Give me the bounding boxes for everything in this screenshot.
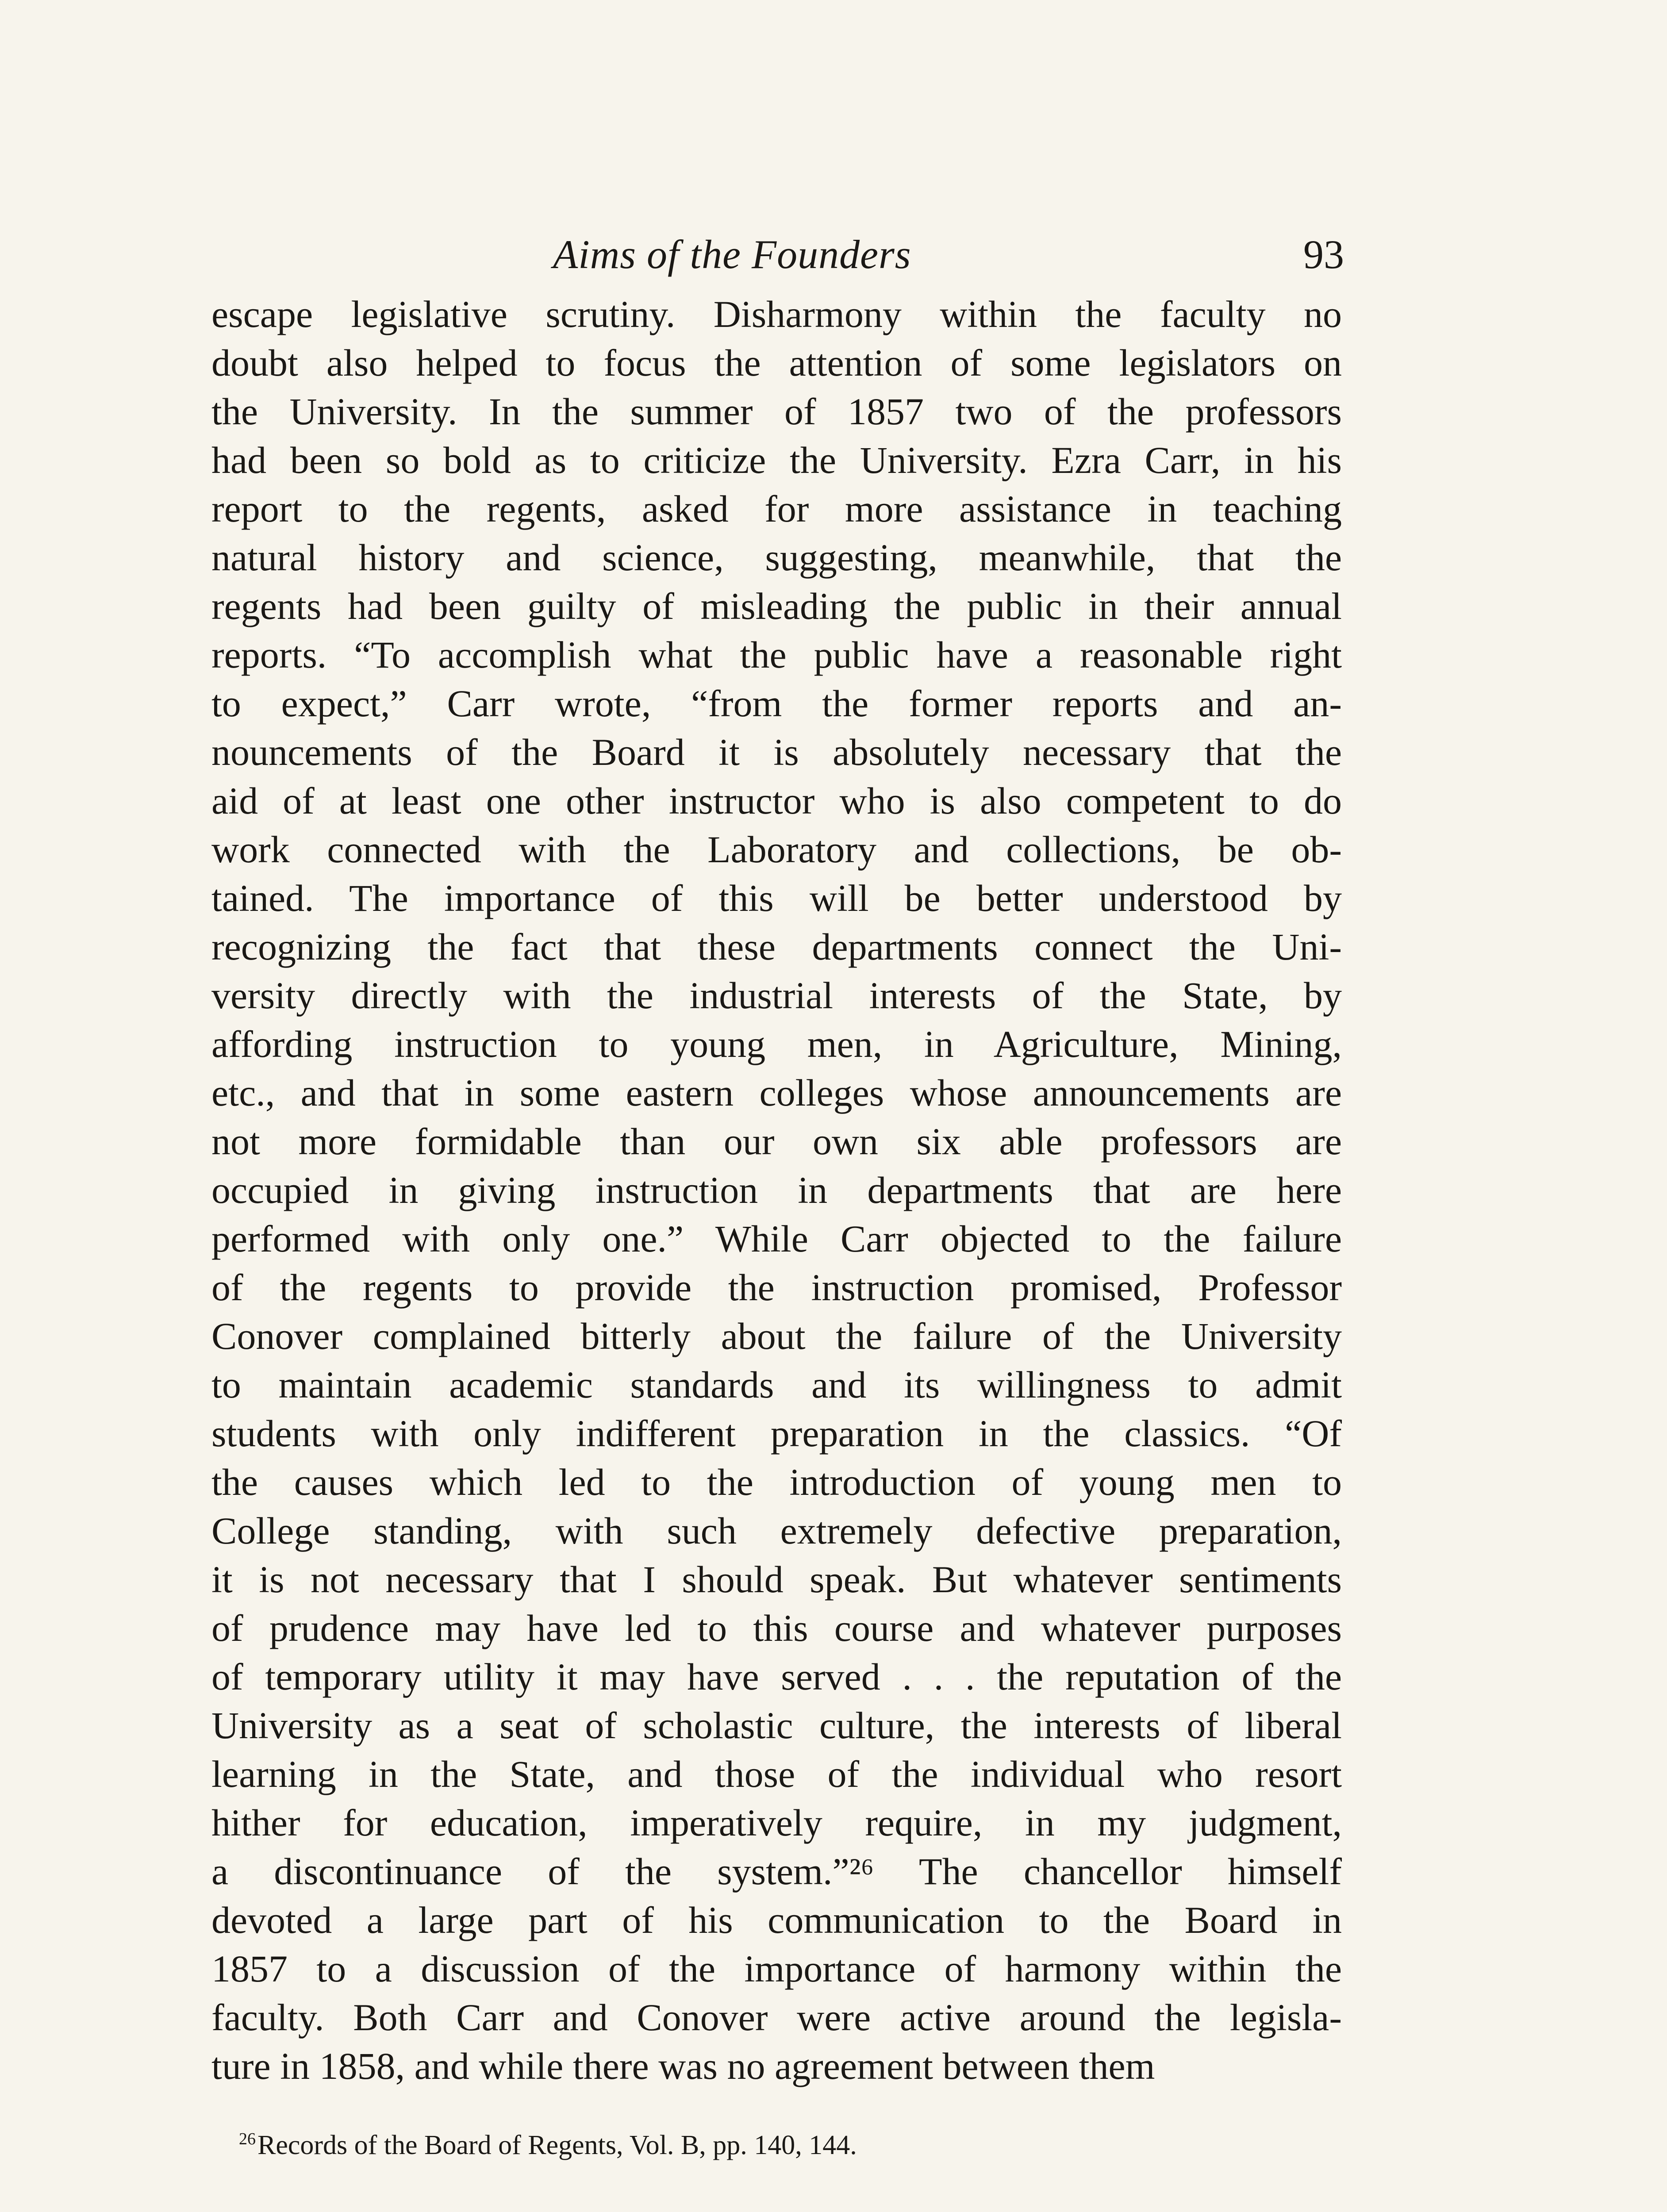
text-line: tained. The importance of this will be better understood by [211, 877, 1342, 919]
text-line: had been so bold as to criticize the University. Ezra Carr, in his [211, 439, 1342, 481]
body-text [211, 290, 1342, 2090]
page-header [211, 223, 1344, 285]
footnote-text: Records of the Board of Regents, Vol. B, pp. 140, 144. [257, 2130, 857, 2160]
text-line: etc., and that in some eastern colleges whose announcements are [211, 1071, 1342, 1114]
footnote [239, 2119, 857, 2165]
text-line: report to the regents, asked for more assistance in teaching [211, 488, 1342, 530]
text-line: faculty. Both Carr and Conover were active around the legisla- [211, 1996, 1342, 2039]
running-title: Aims of the Founders [553, 232, 911, 277]
text-line: of the regents to provide the instruction promised, Professor [211, 1266, 1342, 1309]
text-line: reports. “To accomplish what the public have a reasonable right [211, 634, 1342, 676]
text-line: natural history and science, suggesting, meanwhile, that the [211, 536, 1342, 579]
text-line: it is not necessary that I should speak. But whatever sentiments [211, 1558, 1342, 1601]
text-line: to expect,” Carr wrote, “from the former reports and an- [211, 682, 1342, 725]
text-line: recognizing the fact that these departments connect the Uni- [211, 926, 1342, 968]
text-line: occupied in giving instruction in departments that are here [211, 1169, 1342, 1211]
text-line: 1857 to a discussion of the importance of harmony within the [211, 1947, 1342, 1990]
text-line: work connected with the Laboratory and collections, be ob- [211, 828, 1342, 871]
text-line: to maintain academic standards and its willingness to admit [211, 1363, 1342, 1406]
page-number: 93 [1303, 232, 1344, 277]
text-line: not more formidable than our own six able professors are [211, 1120, 1342, 1163]
text-line: hither for education, imperatively require, in my judgment, [211, 1801, 1342, 1844]
text-line: the University. In the summer of 1857 two of the professors [211, 390, 1342, 433]
text-line: devoted a large part of his communication to the Board in [211, 1899, 1342, 1941]
text-line: a discontinuance of the system.”²⁶ The chancellor himself [211, 1850, 1342, 1893]
text-line: escape legislative scrutiny. Disharmony within the faculty no [211, 293, 1342, 335]
text-line: University as a seat of scholastic culture, the interests of liberal [211, 1704, 1342, 1747]
text-line: performed with only one.” While Carr objected to the failure [211, 1217, 1342, 1260]
text-line: versity directly with the industrial interests of the State, by [211, 974, 1342, 1017]
text-line: College standing, with such extremely defective preparation, [211, 1509, 1342, 1552]
text-line: students with only indifferent preparation in the classics. “Of [211, 1412, 1342, 1455]
text-line: ture in 1858, and while there was no agreement between them [211, 2045, 1155, 2087]
text-line: of temporary utility it may have served . . . the reputation of the [211, 1655, 1342, 1698]
text-line: affording instruction to young men, in Agriculture, Mining, [211, 1023, 1342, 1065]
text-line: regents had been guilty of misleading the public in their annual [211, 585, 1342, 627]
text-line: of prudence may have led to this course and whatever purposes [211, 1607, 1342, 1649]
text-line: learning in the State, and those of the individual who resort [211, 1753, 1342, 1795]
text-line: doubt also helped to focus the attention of some legislators on [211, 342, 1342, 384]
text-line: nouncements of the Board it is absolutely necessary that the [211, 731, 1342, 773]
text-line: Conover complained bitterly about the failure of the University [211, 1315, 1342, 1357]
footnote-marker: 26 [239, 2130, 256, 2148]
text-line: the causes which led to the introduction of young men to [211, 1461, 1342, 1503]
text-line: aid of at least one other instructor who is also competent to do [211, 780, 1342, 822]
